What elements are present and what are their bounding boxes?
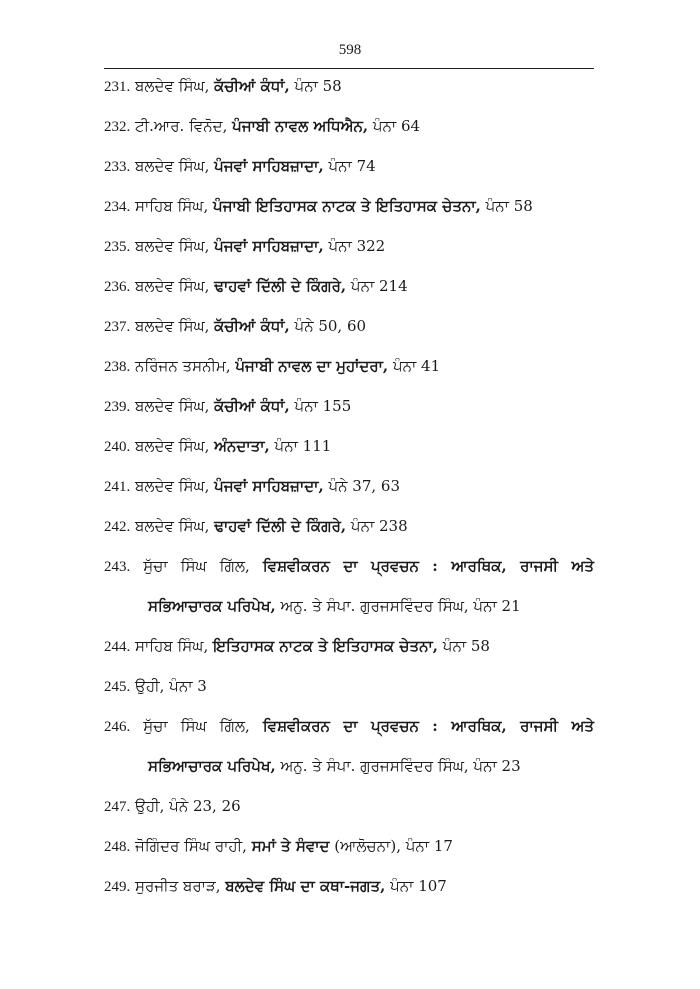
footnote-number: 241.	[104, 479, 131, 495]
footnote-number: 244.	[104, 639, 131, 655]
footnote-232	[104, 113, 594, 140]
footnote-page: (ਆਲੋਚਨਾ), ਪੰਨਾ 17	[334, 837, 453, 855]
footnote-page: ਪੰਨੇ 50, 60	[294, 317, 367, 335]
footnote-author: ਜੋਗਿੰਦਰ ਸਿੰਘ ਰਾਹੀ,	[135, 837, 247, 855]
footnote-page: ਪੰਨੇ 37, 63	[328, 477, 400, 495]
footnote-title: ਵਿਸ਼ਵੀਕਰਨ ਦਾ ਪ੍ਰਵਚਨ : ਆਰਥਿਕ, ਰਾਜਸੀ ਅਤੇ	[262, 557, 595, 575]
footnote-number: 237.	[104, 319, 131, 335]
footnote-title: ਢਾਹਵਾਂ ਦਿੱਲੀ ਦੇ ਕਿੰਗਰੇ,	[214, 277, 347, 295]
footnote-245	[104, 673, 594, 700]
footnote-page: ਪੰਨਾ 3	[169, 677, 207, 695]
footnote-234	[104, 193, 594, 220]
footnote-title: ਸਮਾਂ ਤੇ ਸੰਵਾਦ	[251, 837, 330, 855]
footnote-author: ਸਾਹਿਬ ਸਿੰਘ,	[135, 197, 209, 215]
footnote-number: 238.	[104, 359, 131, 375]
footnote-author: ਨਰਿੰਜਨ ਤਸਨੀਮ,	[135, 357, 231, 375]
footnote-page: ਪੰਨਾ 322	[328, 237, 386, 255]
footnote-238	[104, 353, 594, 380]
footnote-title: ਕੱਚੀਆਂ ਕੰਧਾਂ,	[214, 77, 290, 95]
footnote-title: ਕੱਚੀਆਂ ਕੰਧਾਂ,	[214, 317, 290, 335]
footnote-number: 242.	[104, 519, 131, 535]
footnote-number: 240.	[104, 439, 131, 455]
footnote-page: ਪੰਨਾ 41	[392, 357, 441, 375]
footnote-page: ਪੰਨਾ 74	[328, 157, 376, 175]
footnote-number: 233.	[104, 159, 131, 175]
footnote-author: ਬਲਦੇਵ ਸਿੰਘ,	[135, 437, 210, 455]
footnote-page: ਪੰਨਾ 111	[274, 437, 332, 455]
footnote-page: ਅਨੁ. ਤੇ ਸੰਪਾ. ਗੁਰਜਸਵਿੰਦਰ ਸਿੰਘ, ਪੰਨਾ 23	[280, 757, 521, 775]
footnote-page: ਪੰਨਾ 58	[442, 637, 490, 655]
footnote-page: ਪੰਨਾ 107	[390, 877, 447, 895]
footnote-number: 234.	[104, 199, 131, 215]
header-rule	[104, 68, 594, 69]
footnote-page: ਅਨੁ. ਤੇ ਸੰਪਾ. ਗੁਰਜਸਵਿੰਦਰ ਸਿੰਘ, ਪੰਨਾ 21	[280, 597, 521, 615]
footnote-page: ਪੰਨਾ 238	[350, 517, 408, 535]
footnote-author: ਬਲਦੇਵ ਸਿੰਘ,	[135, 317, 210, 335]
footnote-title: ਪੰਜਵਾਂ ਸਾਹਿਬਜ਼ਾਦਾ,	[214, 157, 324, 175]
footnote-title: ਪੰਜਵਾਂ ਸਾਹਿਬਜ਼ਾਦਾ,	[214, 477, 324, 495]
footnote-title: ਪੰਜਵਾਂ ਸਾਹਿਬਜ਼ਾਦਾ,	[214, 237, 324, 255]
footnote-title-continued: ਸਭਿਆਚਾਰਕ ਪਰਿਪੇਖ,	[148, 597, 276, 615]
footnote-248	[104, 833, 594, 860]
footnote-title: ਢਾਹਵਾਂ ਦਿੱਲੀ ਦੇ ਕਿੰਗਰੇ,	[214, 517, 347, 535]
footnote-242	[104, 513, 594, 540]
footnote-author: ਬਲਦੇਵ ਸਿੰਘ,	[135, 77, 210, 95]
footnote-title: ਵਿਸ਼ਵੀਕਰਨ ਦਾ ਪ੍ਰਵਚਨ : ਆਰਥਿਕ, ਰਾਜਸੀ ਅਤੇ	[262, 717, 595, 735]
footnote-author: ਸੁੱਚਾ ਸਿੰਘ ਗਿੱਲ,	[143, 717, 250, 735]
footnote-number: 246.	[104, 719, 131, 735]
footnote-244	[104, 633, 594, 660]
footnote-231	[104, 73, 594, 100]
footnote-title: ਇਤਿਹਾਸਕ ਨਾਟਕ ਤੇ ਇਤਿਹਾਸਕ ਚੇਤਨਾ,	[213, 637, 438, 655]
footnote-235	[104, 233, 594, 260]
footnote-number: 247.	[104, 799, 131, 815]
footnote-number: 239.	[104, 399, 131, 415]
footnote-246-continued	[148, 753, 594, 779]
footnote-author: ਬਲਦੇਵ ਸਿੰਘ,	[135, 237, 210, 255]
footnote-author: ਬਲਦੇਵ ਸਿੰਘ,	[135, 157, 210, 175]
footnote-241	[104, 473, 594, 500]
footnote-author: ਬਲਦੇਵ ਸਿੰਘ,	[135, 397, 210, 415]
footnote-236	[104, 273, 594, 300]
footnote-author: ਉਹੀ,	[135, 677, 165, 695]
footnote-title: ਕੱਚੀਆਂ ਕੰਧਾਂ,	[214, 397, 290, 415]
footnote-author: ਟੀ.ਆਰ. ਵਿਨੋਦ,	[135, 117, 228, 135]
footnote-author: ਬਲਦੇਵ ਸਿੰਘ,	[135, 517, 210, 535]
footnote-page: ਪੰਨਾ 155	[294, 397, 352, 415]
footnote-246	[104, 713, 594, 740]
footnote-number: 231.	[104, 79, 131, 95]
footnote-author: ਸੁਰਜੀਤ ਬਰਾੜ,	[135, 877, 221, 895]
footnote-author: ਸਾਹਿਬ ਸਿੰਘ,	[135, 637, 209, 655]
footnote-title: ਪੰਜਾਬੀ ਨਾਵਲ ਦਾ ਮੁਹਾਂਦਰਾ,	[235, 357, 389, 375]
footnote-247	[104, 793, 594, 820]
footnote-author: ਬਲਦੇਵ ਸਿੰਘ,	[135, 477, 210, 495]
footnote-number: 245.	[104, 679, 131, 695]
footnote-237	[104, 313, 594, 340]
footnote-page: ਪੰਨਾ 64	[372, 117, 421, 135]
footnote-number: 236.	[104, 279, 131, 295]
footnote-249	[104, 873, 594, 900]
footnote-number: 232.	[104, 119, 131, 135]
footnote-243	[104, 553, 594, 580]
footnote-239	[104, 393, 594, 420]
footnote-title: ਅੰਨਦਾਤਾ,	[214, 437, 270, 455]
footnote-number: 249.	[104, 879, 131, 895]
footnote-240	[104, 433, 594, 460]
footnote-233	[104, 153, 594, 180]
footnote-page: ਪੰਨੇ 23, 26	[169, 797, 241, 815]
footnote-243-continued	[148, 593, 594, 619]
footnote-title: ਪੰਜਾਬੀ ਇਤਿਹਾਸਕ ਨਾਟਕ ਤੇ ਇਤਿਹਾਸਕ ਚੇਤਨਾ,	[213, 197, 481, 215]
footnote-page: ਪੰਨਾ 58	[294, 77, 342, 95]
footnote-page: ਪੰਨਾ 214	[350, 277, 408, 295]
footnote-title: ਪੰਜਾਬੀ ਨਾਵਲ ਅਧਿਐਨ,	[232, 117, 369, 135]
footnote-title: ਬਲਦੇਵ ਸਿੰਘ ਦਾ ਕਥਾ-ਜਗਤ,	[225, 877, 386, 895]
footnote-author: ਉਹੀ,	[135, 797, 165, 815]
footnote-author: ਬਲਦੇਵ ਸਿੰਘ,	[135, 277, 210, 295]
footnote-page: ਪੰਨਾ 58	[485, 197, 533, 215]
footnote-number: 235.	[104, 239, 131, 255]
footnote-title-continued: ਸਭਿਆਚਾਰਕ ਪਰਿਪੇਖ,	[148, 757, 276, 775]
footnote-number: 243.	[104, 559, 131, 575]
footnote-number: 248.	[104, 839, 131, 855]
footnote-author: ਸੁੱਚਾ ਸਿੰਘ ਗਿੱਲ,	[143, 557, 250, 575]
page-number: 598	[338, 42, 362, 58]
